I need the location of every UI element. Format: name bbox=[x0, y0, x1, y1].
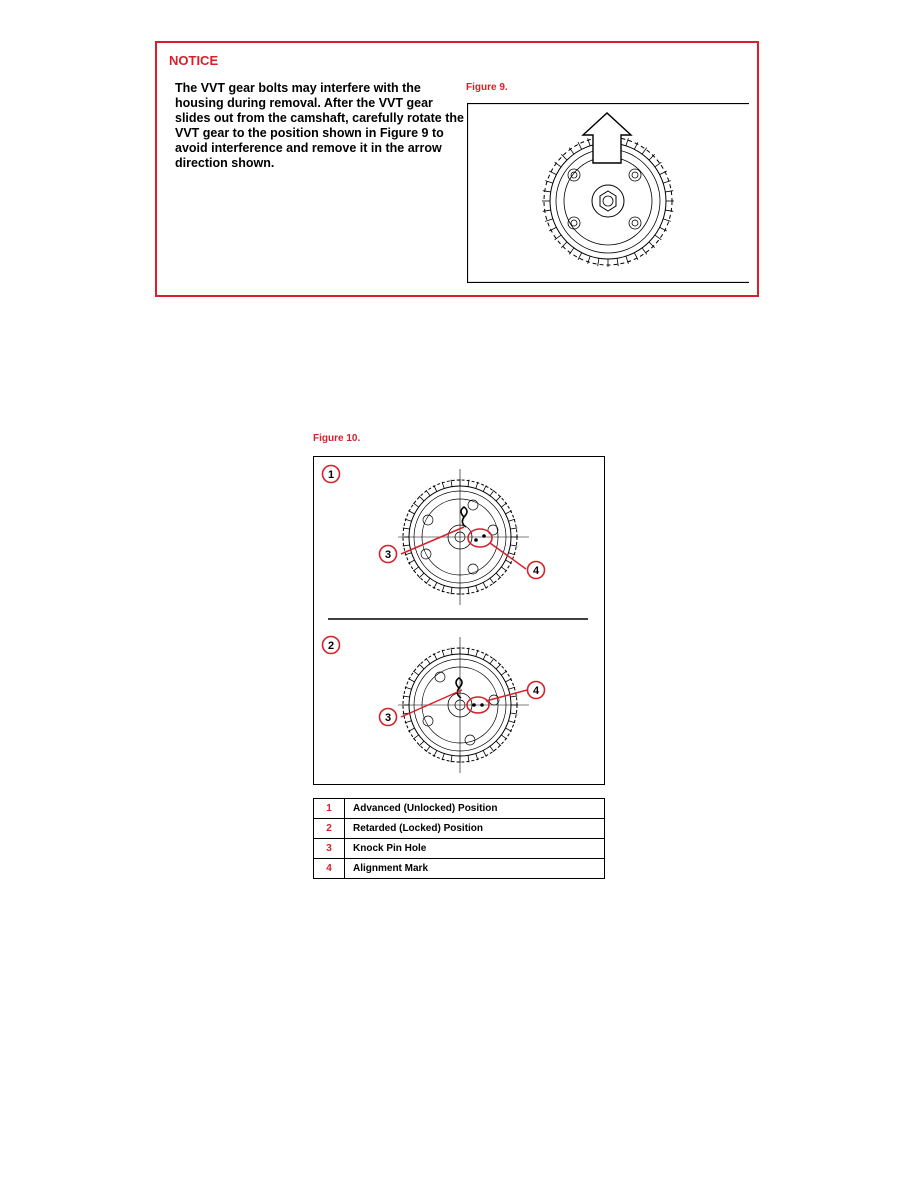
gear-tooth bbox=[649, 154, 655, 160]
legend-number: 3 bbox=[314, 839, 345, 859]
callout-3-top bbox=[380, 546, 397, 563]
legend-table bbox=[313, 798, 605, 879]
gear-tooth bbox=[413, 671, 419, 675]
callout-4-bottom bbox=[528, 682, 545, 699]
notice-title: NOTICE bbox=[169, 53, 219, 68]
figure-9-caption: Figure 9. bbox=[466, 82, 508, 93]
vvt-gear-positions-drawing bbox=[314, 457, 606, 786]
gear-tooth bbox=[665, 191, 673, 192]
gear-tooth bbox=[510, 696, 517, 697]
svg-text:1: 1 bbox=[327, 469, 335, 481]
legend-label: Retarded (Locked) Position bbox=[345, 819, 605, 839]
removal-arrow-icon bbox=[583, 113, 631, 163]
legend-number: 2 bbox=[314, 819, 345, 839]
gear-tooth bbox=[490, 746, 494, 752]
gear-tooth bbox=[569, 248, 574, 254]
gear-tooth bbox=[663, 181, 671, 183]
callout-3-bottom bbox=[380, 709, 397, 726]
gear-tooth bbox=[419, 741, 424, 746]
gear-tooth bbox=[413, 735, 419, 739]
legend-label: Advanced (Unlocked) Position bbox=[345, 799, 605, 819]
callout-1 bbox=[323, 466, 340, 483]
gear-tooth bbox=[663, 219, 671, 221]
legend-number: 4 bbox=[314, 859, 345, 879]
gear-tooth bbox=[642, 248, 647, 254]
gear-tooth bbox=[543, 191, 551, 192]
table-row bbox=[314, 799, 605, 819]
figure-10-illustration bbox=[313, 456, 605, 785]
gear-advanced-icon bbox=[398, 469, 529, 605]
gear-tooth bbox=[626, 256, 628, 264]
notice-text: The VVT gear bolts may interfere with the housing during removal. After the VVT gear slides out from the camshaft, carefully rotate the VVT gear to the position shown in Figure 9 to avoid interference and remove it in the arrow direction shown. bbox=[175, 81, 464, 170]
gear-tooth bbox=[649, 242, 655, 248]
gear-tooth bbox=[490, 658, 494, 664]
table-row bbox=[314, 819, 605, 839]
gear-tooth bbox=[413, 503, 419, 507]
gear-tooth bbox=[561, 154, 567, 160]
gear-tooth bbox=[510, 545, 517, 546]
vvt-gear-removal-drawing bbox=[467, 103, 749, 283]
gear-tooth bbox=[510, 528, 517, 529]
figure-9-illustration bbox=[467, 103, 749, 283]
gear-tooth bbox=[561, 242, 567, 248]
gear-tooth bbox=[496, 741, 501, 746]
gear-tooth bbox=[588, 256, 590, 264]
gear-tooth bbox=[598, 258, 599, 266]
table-row bbox=[314, 859, 605, 879]
svg-text:2: 2 bbox=[327, 640, 335, 652]
gear-tooth bbox=[451, 480, 452, 487]
gear-retarded-icon bbox=[398, 637, 529, 773]
legend-number: 1 bbox=[314, 799, 345, 819]
gear-tooth bbox=[490, 490, 494, 496]
gear-tooth bbox=[419, 664, 424, 669]
table-row bbox=[314, 839, 605, 859]
callout-2 bbox=[323, 637, 340, 654]
gear-tooth bbox=[510, 713, 517, 714]
svg-text:3: 3 bbox=[384, 712, 392, 724]
gear-tooth bbox=[626, 138, 628, 146]
gear-tooth bbox=[490, 578, 494, 584]
gear-tooth bbox=[665, 210, 673, 211]
svg-text:4: 4 bbox=[532, 565, 540, 577]
notice-box bbox=[155, 41, 759, 297]
gear-tooth bbox=[496, 573, 501, 578]
gear-tooth bbox=[655, 162, 661, 167]
callout-4-top bbox=[528, 562, 545, 579]
gear-tooth bbox=[419, 573, 424, 578]
gear-tooth bbox=[617, 258, 618, 266]
legend-label: Alignment Mark bbox=[345, 859, 605, 879]
gear-tooth bbox=[451, 648, 452, 655]
gear-tooth bbox=[549, 171, 556, 175]
svg-text:3: 3 bbox=[384, 549, 392, 561]
gear-tooth bbox=[419, 496, 424, 501]
svg-text:4: 4 bbox=[532, 685, 540, 697]
gear-tooth bbox=[413, 567, 419, 571]
gear-tooth bbox=[543, 210, 551, 211]
legend-label: Knock Pin Hole bbox=[345, 839, 605, 859]
figure-10-caption: Figure 10. bbox=[313, 433, 361, 444]
